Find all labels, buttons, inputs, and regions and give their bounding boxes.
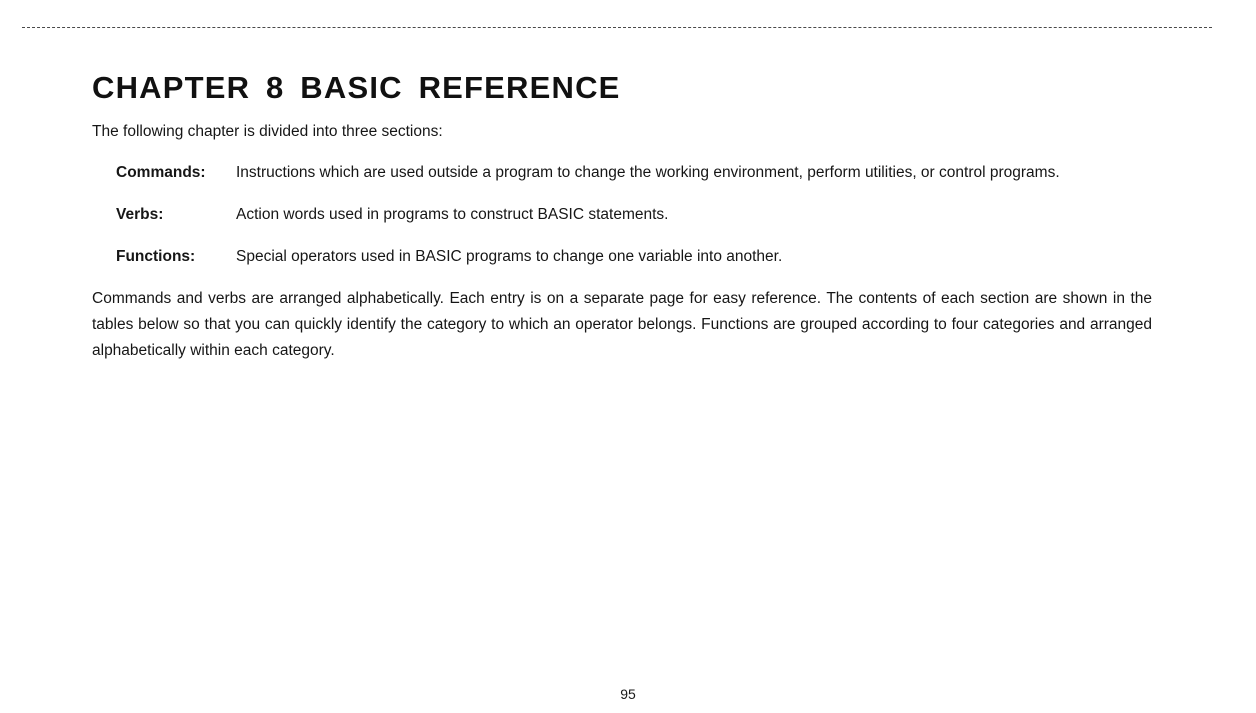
definition-term: Commands: xyxy=(116,164,206,181)
definition-description: Action words used in programs to construct BASIC statements. xyxy=(236,206,669,223)
definition-verbs xyxy=(116,202,1152,228)
intro-text: The following chapter is divided into three sections: xyxy=(92,123,443,140)
page-content xyxy=(92,70,1152,364)
section-definitions xyxy=(116,160,1152,270)
definition-functions xyxy=(116,244,1152,270)
page-number: 95 xyxy=(620,686,636,702)
definition-description: Special operators used in BASIC programs to change one variable into another. xyxy=(236,248,783,265)
definition-commands xyxy=(116,160,1152,186)
definition-term: Functions: xyxy=(116,248,196,265)
top-dashed-rule xyxy=(22,27,1212,28)
definition-term: Verbs: xyxy=(116,206,164,223)
chapter-title: CHAPTER 8 BASIC REFERENCE xyxy=(92,70,621,105)
body-paragraph: Commands and verbs are arranged alphabetically. Each entry is on a separate page for easy reference. The contents of each section are shown in the tables below so that you can quickly identify the category to which an operator belongs. Functions are grouped according to four categories and arranged alphabetically within each category. xyxy=(92,290,1152,359)
definition-description: Instructions which are used outside a program to change the working environment, perform utilities, or control programs. xyxy=(236,164,1060,181)
